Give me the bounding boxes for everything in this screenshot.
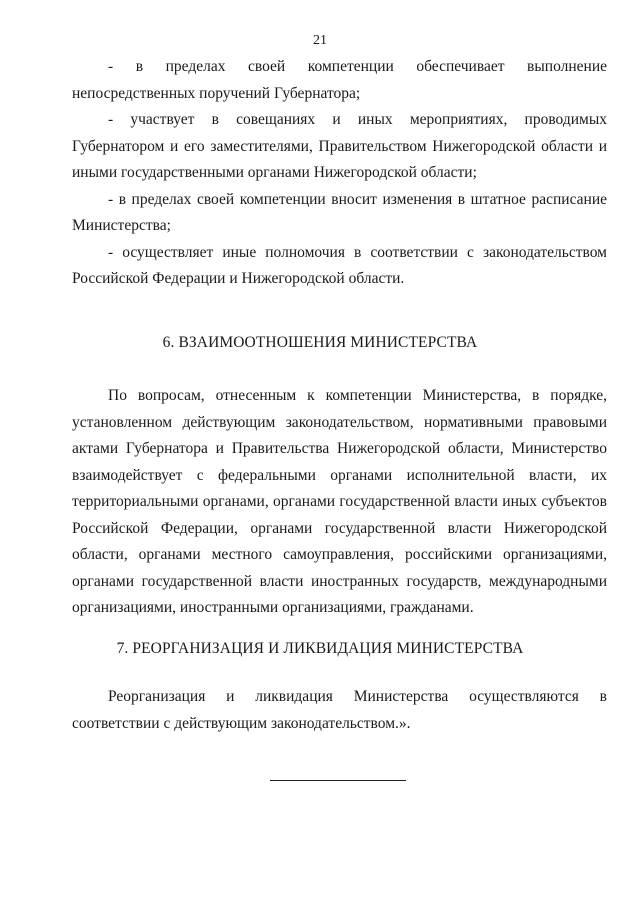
list-item: - в пределах своей компетенции обеспечивает выполнение непосредственных поручений Губернатора; [72, 58, 607, 102]
section-6-paragraph: По вопросам, отнесенным к компетенции Министерства, в порядке, установленном действующим законодательством, нормативными правовыми актами Губернатора и Правительства Нижегородской области, Министерство взаимодействует с федеральными органами исполнительной власти, их территориальными органами, органами государственной власти иных субъектов Российской Федерации, органами государственной власти Нижегородской области, органами местного самоуправления, российскими организациями, органами государственной власти иностранных государств, международными организациями, иностранными организациями, гражданами. [72, 387, 607, 616]
powers-list [72, 54, 607, 293]
list-item: - в пределах своей компетенции вносит изменения в штатное расписание Министерства; [72, 190, 607, 234]
closing-rule [270, 780, 406, 781]
section-7-paragraph: Реорганизация и ликвидация Министерства осуществляются в соответствии с действующим законодательством.». [72, 688, 607, 732]
section-7-heading: 7. РЕОРГАНИЗАЦИЯ И ЛИКВИДАЦИЯ МИНИСТЕРСТВА [116, 640, 524, 657]
list-item: - участвует в совещаниях и иных мероприятиях, проводимых Губернатором и его заместителями, Правительством Нижегородской области и иными государственными органами Нижегородской области; [72, 111, 607, 181]
list-item: - осуществляет иные полномочия в соответствии с законодательством Российской Федерации и Нижегородской области. [72, 243, 607, 287]
section-6-heading: 6. ВЗАИМООТНОШЕНИЯ МИНИСТЕРСТВА [162, 334, 478, 351]
page-number: 21 [313, 33, 327, 48]
section-6-body [72, 383, 607, 622]
section-7-body [72, 684, 607, 737]
